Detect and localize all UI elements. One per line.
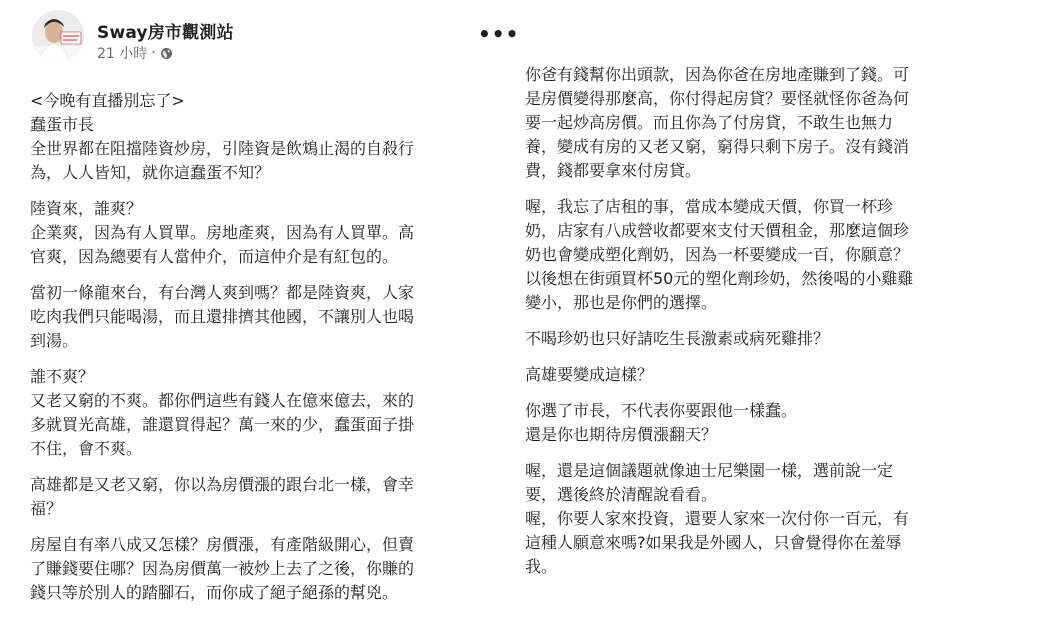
text-line: 蠢蛋市長	[30, 115, 95, 134]
text-line: 還是你也期待房價漲翻天？	[525, 425, 718, 444]
text-line: 喔，你要人家來投資，還要人家來一次付你一百元，有	[525, 509, 910, 528]
text-line: <今晚有直播別忘了>	[30, 91, 185, 110]
text-line: 吃肉我們只能喝湯，而且還排擠其他國，不讓別人也喝	[30, 307, 415, 326]
text-line: 到湯。	[30, 331, 79, 350]
paragraph	[30, 281, 502, 353]
profile-photo	[32, 10, 84, 62]
paragraph	[30, 89, 502, 185]
post-text-right-column	[525, 63, 995, 591]
text-line: 以後想在街頭買杯50元的塑化劑珍奶，然後喝的小雞雞	[525, 269, 914, 288]
text-line: 是房價變得那麼高，你付得起房貸？要怪就怪你爸為何	[525, 89, 910, 108]
page-name[interactable]: Sway房市觀測站	[97, 23, 234, 43]
paragraph	[30, 473, 502, 521]
paragraph	[525, 399, 995, 447]
paragraph	[525, 63, 995, 183]
text-line: 費，錢都要拿來付房貸。	[525, 161, 702, 180]
text-line: 全世界都在阻擋陸資炒房，引陸資是飲鴆止渴的自殺行	[30, 139, 415, 158]
post-timestamp[interactable]	[97, 43, 173, 63]
paragraph	[30, 197, 502, 269]
paragraph	[525, 363, 995, 387]
paragraph	[30, 533, 502, 605]
text-line: 企業爽，因為有人買單。房地產爽，因為有人買單。高	[30, 223, 415, 242]
text-line: 我。	[525, 557, 558, 576]
text-line: 喔，還是這個議題就像迪士尼樂園一樣，選前說一定	[525, 461, 894, 480]
paragraph	[525, 327, 995, 351]
text-line: 錢只等於別人的踏腳石，而你成了絕子絕孫的幫兇。	[30, 583, 399, 602]
text-line: 陸資來，誰爽？	[30, 199, 143, 218]
globe-icon[interactable]	[160, 47, 173, 60]
text-line: 高雄都是又老又窮，你以為房價漲的跟台北一樣，會幸	[30, 475, 415, 494]
text-line: 要一起炒高房價。而且你為了付房貸，不敢生也無力	[525, 113, 894, 132]
text-line: 養，變成有房的又老又窮，窮得只剩下房子。沒有錢消	[525, 137, 910, 156]
text-line: 變小，那也是你們的選擇。	[525, 293, 718, 312]
text-line: 誰不爽？	[30, 367, 95, 386]
more-options-icon[interactable]: •••	[478, 22, 520, 46]
text-line: 福？	[30, 499, 63, 518]
text-line: 高雄要變成這樣？	[525, 365, 654, 384]
text-line: 官爽，因為總要有人當仲介，而這仲介是有紅包的。	[30, 247, 399, 266]
text-line: 奶也會變成塑化劑奶，因為一杯要變成一百，你願意？	[525, 245, 910, 264]
separator-dot: ·	[151, 45, 156, 61]
paragraph	[525, 459, 995, 579]
text-line: 了賺錢要住哪？因為房價萬一被炒上去了之後，你賺的	[30, 559, 415, 578]
time-label[interactable]: 21 小時	[97, 46, 148, 62]
text-line: 你選了市長，不代表你要跟他一樣蠢。	[525, 401, 798, 420]
text-line: 奶，店家有八成營收都要來支付天價租金，那麼這個珍	[525, 221, 910, 240]
text-line: 不喝珍奶也只好請吃生長激素或病死雞排？	[525, 329, 830, 348]
text-line: 你爸有錢幫你出頭款，因為你爸在房地產賺到了錢。可	[525, 65, 910, 84]
avatar[interactable]	[32, 10, 84, 62]
paragraph	[30, 365, 502, 461]
post-text-left-column	[30, 89, 502, 617]
paragraph	[525, 195, 995, 315]
text-line: 當初一條龍來台，有台灣人爽到嗎？都是陸資爽，人家	[30, 283, 415, 302]
text-line: 這種人願意來嗎?如果我是外國人，只會覺得你在羞辱	[525, 533, 902, 552]
text-line: 多就買光高雄，誰還買得起？萬一來的少，蠢蛋面子掛	[30, 415, 415, 434]
text-line: 不住，會不爽。	[30, 439, 143, 458]
text-line: 要，選後終於清醒說看看。	[525, 485, 718, 504]
text-line: 為，人人皆知，就你這蠢蛋不知？	[30, 163, 271, 182]
text-line: 房屋自有率八成又怎樣？房價漲，有產階級開心，但賣	[30, 535, 415, 554]
text-line: 又老又窮的不爽。都你們這些有錢人在億來億去，來的	[30, 391, 415, 410]
text-line: 喔，我忘了店租的事，當成本變成天價，你買一杯珍	[525, 197, 894, 216]
